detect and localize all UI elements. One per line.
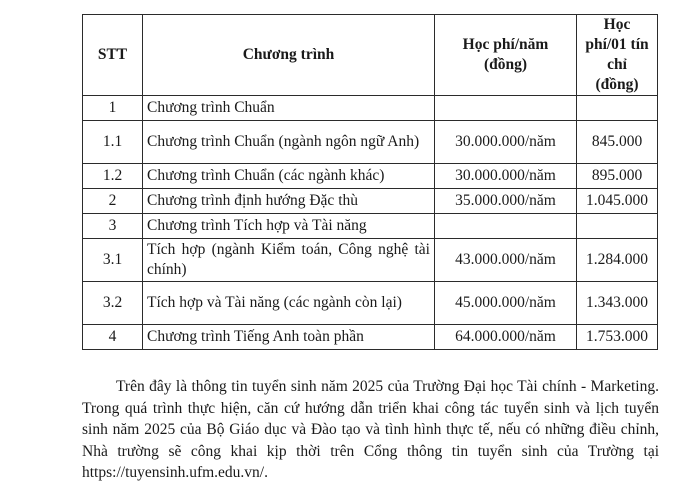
header-fee-per-year-text: Học phí/năm (đồng) xyxy=(462,36,549,73)
row-stt: 2 xyxy=(83,189,143,214)
row-program: Chương trình Chuẩn xyxy=(143,96,435,121)
row-fee-year: 30.000.000/năm xyxy=(435,121,577,164)
row-program: Chương trình Chuẩn (các ngành khác) xyxy=(143,164,435,189)
table-row xyxy=(83,239,658,282)
table-row xyxy=(83,325,658,350)
row-program: Chương trình định hướng Đặc thù xyxy=(143,189,435,214)
row-fee-year: 45.000.000/năm xyxy=(435,282,577,325)
row-fee-credit xyxy=(577,96,658,121)
table-row xyxy=(83,189,658,214)
table-row xyxy=(83,164,658,189)
header-fee-per-credit-text: Học phí/01 tín chỉ (đồng) xyxy=(585,16,649,93)
row-fee-credit: 845.000 xyxy=(577,121,658,164)
header-fee-per-year xyxy=(435,15,577,96)
row-stt: 3.2 xyxy=(83,282,143,325)
row-fee-credit: 1.045.000 xyxy=(577,189,658,214)
admission-note-paragraph: Trên đây là thông tin tuyển sinh năm 2025 của Trường Đại học Tài chính - Marketing. Trong quá trình thực hiện, căn cứ hướng dẫn triển khai công tác tuyển sinh và lịch tuyển sinh năm 2025 của Bộ Giáo dục và Đào tạo và tình hình thực tế, nếu có những điều chỉnh, Nhà trường sẽ công khai kịp thời trên Cổng thông tin tuyển sinh của Trường tại https://tuyensinh.ufm.edu.vn/. xyxy=(82,378,659,481)
row-fee-year: 43.000.000/năm xyxy=(435,239,577,282)
table-row xyxy=(83,282,658,325)
table-row xyxy=(83,214,658,239)
row-program: Tích hợp và Tài năng (các ngành còn lại) xyxy=(143,282,435,325)
tuition-fee-table xyxy=(82,14,658,350)
table-row xyxy=(83,121,658,164)
row-stt: 4 xyxy=(83,325,143,350)
row-stt: 3.1 xyxy=(83,239,143,282)
row-fee-credit: 1.284.000 xyxy=(577,239,658,282)
row-fee-credit: 895.000 xyxy=(577,164,658,189)
row-fee-year: 35.000.000/năm xyxy=(435,189,577,214)
row-fee-year: 64.000.000/năm xyxy=(435,325,577,350)
header-stt: STT xyxy=(83,15,143,96)
row-fee-year: 30.000.000/năm xyxy=(435,164,577,189)
table-header-row xyxy=(83,15,658,96)
row-stt: 1.1 xyxy=(83,121,143,164)
header-program: Chương trình xyxy=(143,15,435,96)
row-program: Chương trình Tích hợp và Tài năng xyxy=(143,214,435,239)
row-program: Chương trình Tiếng Anh toàn phần xyxy=(143,325,435,350)
row-stt: 3 xyxy=(83,214,143,239)
row-stt: 1 xyxy=(83,96,143,121)
row-fee-credit xyxy=(577,214,658,239)
row-fee-credit: 1.753.000 xyxy=(577,325,658,350)
header-fee-per-credit xyxy=(577,15,658,96)
row-fee-year xyxy=(435,96,577,121)
row-program: Tích hợp (ngành Kiểm toán, Công nghệ tài chính) xyxy=(143,239,435,282)
row-fee-credit: 1.343.000 xyxy=(577,282,658,325)
table-row xyxy=(83,96,658,121)
row-stt: 1.2 xyxy=(83,164,143,189)
row-fee-year xyxy=(435,214,577,239)
row-program: Chương trình Chuẩn (ngành ngôn ngữ Anh) xyxy=(143,121,435,164)
